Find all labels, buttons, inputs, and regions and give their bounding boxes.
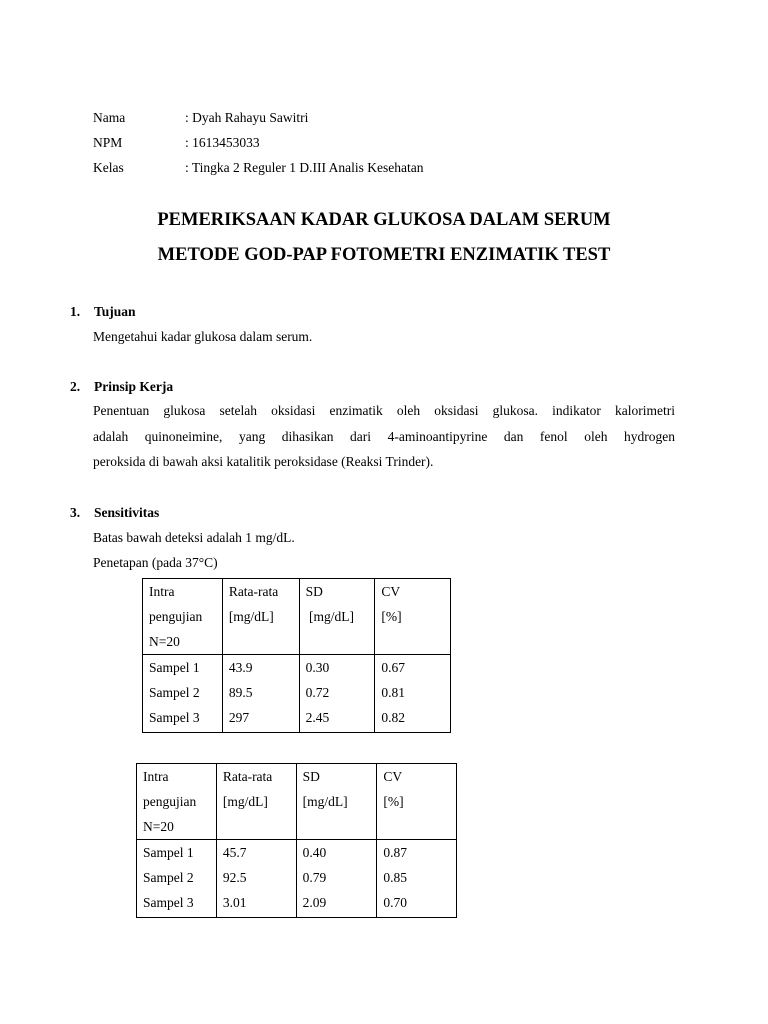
table-cell: 45.7 92.5 3.01 — [216, 840, 296, 918]
table-header-row — [143, 579, 451, 655]
table-header-cell: Rata-rata [mg/dL] — [222, 579, 299, 655]
table-cell: 0.67 0.81 0.82 — [375, 655, 451, 733]
precision-table-2 — [136, 763, 457, 918]
paragraph-line: Penentuan glukosa setelah oksidasi enzimatik oleh oksidasi glukosa. indikator kalorimetri — [93, 403, 675, 418]
table-header-cell: Intra pengujian N=20 — [143, 579, 223, 655]
paragraph-line: adalah quinoneimine, yang dihasikan dari 4-aminoantipyrine dan fenol oleh hydrogen — [93, 428, 675, 444]
table-header-cell: Rata-rata [mg/dL] — [216, 764, 296, 840]
table-body-row — [143, 655, 451, 733]
document-title-line1: PEMERIKSAAN KADAR GLUKOSA DALAM SERUM — [157, 210, 611, 230]
section-heading-prinsip-kerja — [70, 378, 173, 396]
table-header-cell: SD [mg/dL] — [299, 579, 375, 655]
table-cell: Sampel 1 Sampel 2 Sampel 3 — [143, 655, 223, 733]
table-cell: 0.30 0.72 2.45 — [299, 655, 375, 733]
table-header-row — [137, 764, 457, 840]
section-text-penetapan: Penetapan (pada 37°C) — [93, 555, 218, 570]
section-heading-sensitivitas — [70, 504, 159, 522]
table-cell: 43.9 89.5 297 — [222, 655, 299, 733]
table-cell: 0.87 0.85 0.70 — [377, 840, 457, 918]
table-header-cell: CV [%] — [377, 764, 457, 840]
section-number: 3. — [70, 505, 81, 520]
identity-label: NPM — [93, 135, 123, 150]
paragraph-line: peroksida di bawah aksi katalitik peroksidase (Reaksi Trinder). — [93, 454, 434, 469]
identity-value: : Tingka 2 Reguler 1 D.III Analis Kesehatan — [185, 160, 424, 175]
section-title: Tujuan — [94, 304, 136, 319]
identity-label: Kelas — [93, 160, 124, 175]
table-header-cell: CV [%] — [375, 579, 451, 655]
section-title: Sensitivitas — [94, 505, 160, 520]
table-body-row — [137, 840, 457, 918]
identity-label: Nama — [93, 110, 126, 125]
section-text-batas-bawah: Batas bawah deteksi adalah 1 mg/dL. — [93, 530, 295, 545]
identity-value: : 1613453033 — [185, 135, 260, 150]
section-title: Prinsip Kerja — [94, 379, 174, 394]
table-header-cell: SD [mg/dL] — [296, 764, 377, 840]
section-heading-tujuan — [70, 303, 136, 321]
precision-table-1 — [142, 578, 451, 733]
section-number: 1. — [70, 304, 81, 319]
section-paragraph-prinsip-kerja — [93, 398, 675, 475]
document-title-line2: METODE GOD-PAP FOTOMETRI ENZIMATIK TEST — [157, 245, 611, 265]
table-header-cell: Intra pengujian N=20 — [137, 764, 217, 840]
section-number: 2. — [70, 379, 81, 394]
identity-value: : Dyah Rahayu Sawitri — [185, 110, 309, 125]
table-cell: 0.40 0.79 2.09 — [296, 840, 377, 918]
section-text-tujuan: Mengetahui kadar glukosa dalam serum. — [93, 329, 313, 344]
table-cell: Sampel 1 Sampel 2 Sampel 3 — [137, 840, 217, 918]
